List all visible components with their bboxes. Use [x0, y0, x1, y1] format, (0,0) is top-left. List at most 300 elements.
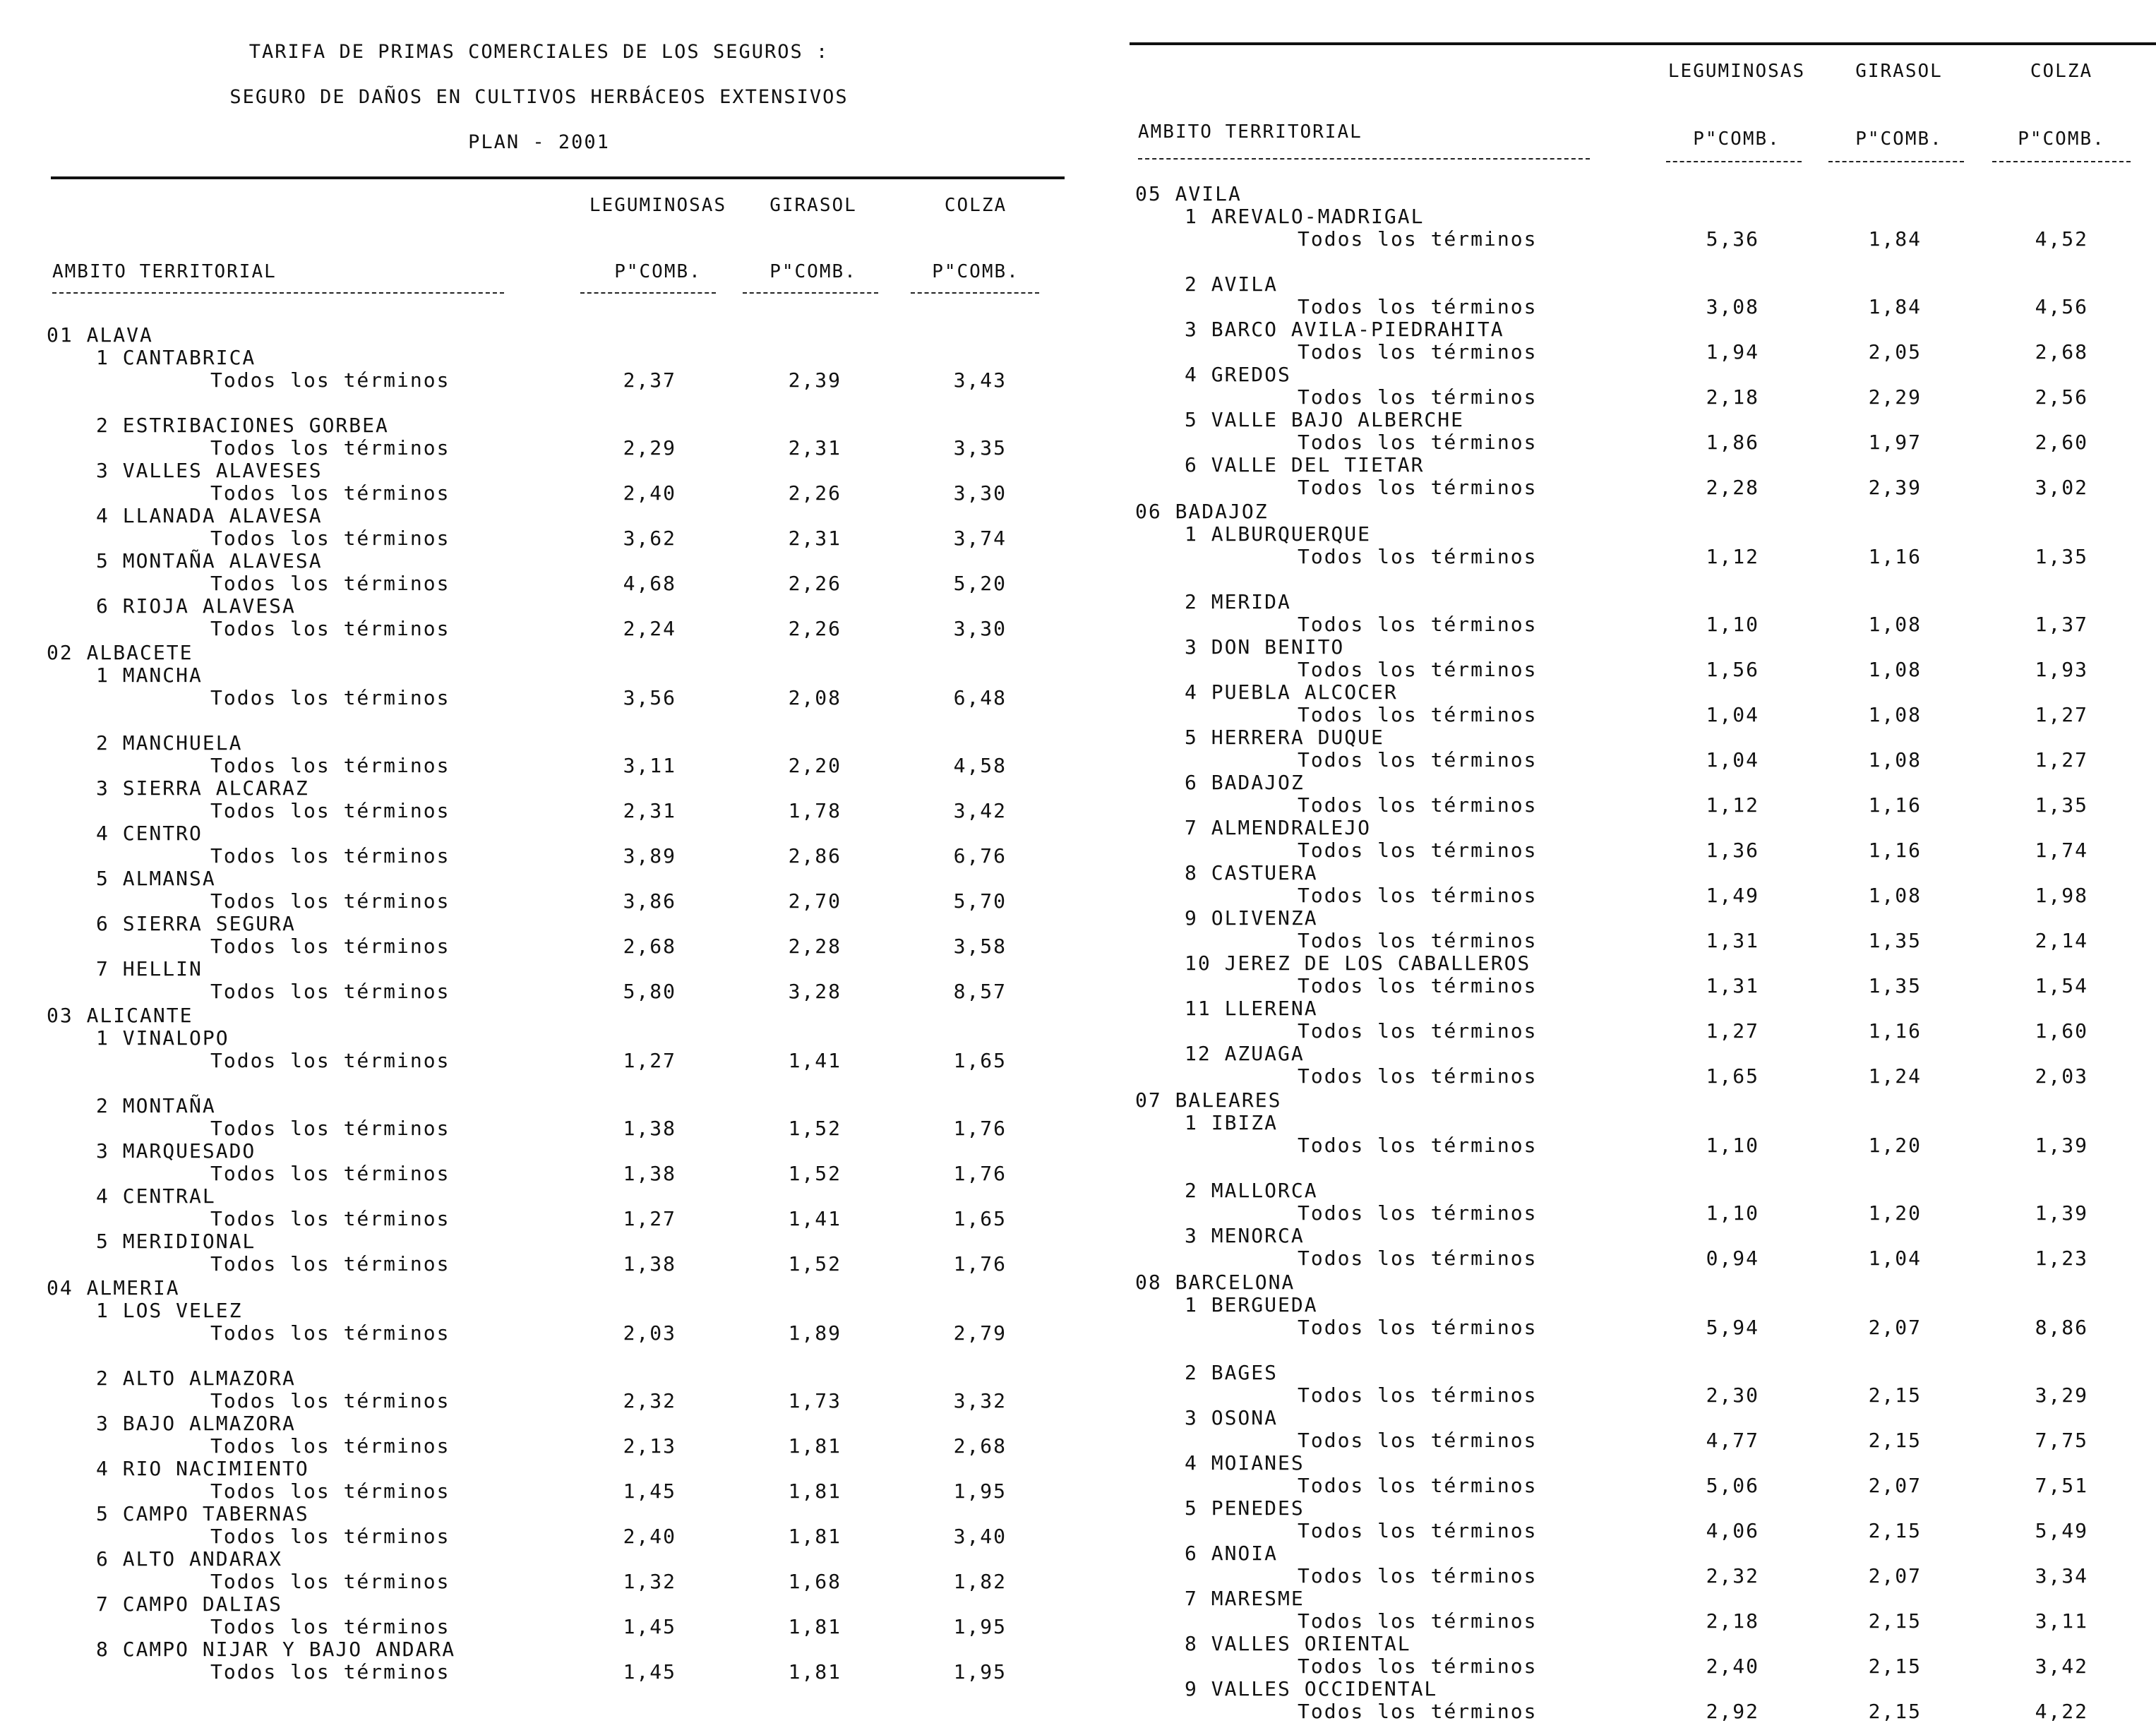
colza-value: 3,74	[953, 527, 1007, 550]
girasol-value: 1,24	[1868, 1064, 1922, 1088]
province-name: 06 BADAJOZ	[1135, 500, 1269, 523]
term-label: Todos los términos	[1298, 385, 1538, 409]
leguminosas-value: 2,18	[1706, 385, 1759, 409]
leguminosas-value: 2,13	[623, 1434, 676, 1458]
comarca-name: 9 OLIVENZA	[1185, 906, 1318, 930]
term-label: Todos los términos	[1298, 884, 1538, 907]
term-label: Todos los términos	[210, 436, 450, 460]
colza-value: 1,39	[2035, 1134, 2088, 1157]
term-label: Todos los términos	[1298, 613, 1538, 636]
leguminosas-value: 3,86	[623, 889, 676, 913]
comarca-name: 3 VALLES ALAVESES	[96, 459, 323, 482]
girasol-value: 2,86	[788, 844, 842, 867]
comarca-name: 1 LOS VELEZ	[96, 1299, 243, 1322]
comarca-name: 4 GREDOS	[1185, 363, 1291, 386]
colza-value: 1,23	[2035, 1247, 2088, 1270]
colza-value: 7,75	[2035, 1429, 2088, 1452]
leguminosas-value: 2,37	[623, 368, 676, 392]
comarca-name: 1 AREVALO-MADRIGAL	[1185, 205, 1425, 228]
term-label: Todos los términos	[210, 481, 450, 505]
colza-value: 4,58	[953, 754, 1007, 777]
girasol-value: 2,05	[1868, 340, 1922, 364]
province-name: 02 ALBACETE	[47, 641, 193, 664]
right-col-girasol-pcomb: P"COMB.	[1855, 128, 1943, 150]
term-label: Todos los términos	[1298, 295, 1538, 318]
right-ambito-territorial-header: AMBITO TERRITORIAL	[1138, 121, 1363, 143]
comarca-name: 10 JEREZ DE LOS CABALLEROS	[1185, 951, 1531, 975]
term-label: Todos los términos	[1298, 1564, 1538, 1587]
colza-value: 1,82	[953, 1570, 1007, 1593]
right-ambito-underline	[1138, 158, 1590, 160]
leguminosas-value: 2,32	[1706, 1564, 1759, 1587]
girasol-value: 2,20	[788, 754, 842, 777]
girasol-value: 2,28	[788, 935, 842, 958]
comarca-name: 2 MERIDA	[1185, 590, 1291, 613]
colza-value: 2,60	[2035, 431, 2088, 454]
term-label: Todos los términos	[210, 527, 450, 550]
comarca-name: 4 PUEBLA ALCOCER	[1185, 680, 1398, 704]
col-colza-pcomb: P"COMB.	[932, 261, 1019, 282]
colza-value: 8,57	[953, 980, 1007, 1003]
leg-underline	[580, 292, 716, 294]
leguminosas-value: 1,04	[1706, 748, 1759, 772]
term-label: Todos los términos	[210, 1252, 450, 1275]
term-label: Todos los términos	[210, 1434, 450, 1458]
leguminosas-value: 3,11	[623, 754, 676, 777]
colza-value: 3,34	[2035, 1564, 2088, 1587]
girasol-value: 2,70	[788, 889, 842, 913]
girasol-value: 2,26	[788, 572, 842, 595]
colza-value: 5,20	[953, 572, 1007, 595]
girasol-value: 2,31	[788, 527, 842, 550]
leguminosas-value: 2,28	[1706, 476, 1759, 499]
term-label: Todos los términos	[1298, 658, 1538, 681]
colza-value: 2,68	[2035, 340, 2088, 364]
comarca-name: 7 MARESME	[1185, 1587, 1305, 1610]
leguminosas-value: 3,08	[1706, 295, 1759, 318]
colza-value: 1,95	[953, 1479, 1007, 1503]
colza-value: 3,32	[953, 1389, 1007, 1412]
leguminosas-value: 2,92	[1706, 1700, 1759, 1723]
comarca-name: 5 HERRERA DUQUE	[1185, 726, 1384, 749]
girasol-value: 1,68	[788, 1570, 842, 1593]
title-line-1: TARIFA DE PRIMAS COMERCIALES DE LOS SEGUROS :	[248, 41, 830, 63]
leguminosas-value: 1,56	[1706, 658, 1759, 681]
term-label: Todos los términos	[1298, 1519, 1538, 1542]
leguminosas-value: 1,65	[1706, 1064, 1759, 1088]
comarca-name: 8 VALLES ORIENTAL	[1185, 1632, 1411, 1655]
girasol-value: 1,16	[1868, 545, 1922, 568]
comarca-name: 6 ANOIA	[1185, 1542, 1278, 1565]
province-name: 01 ALAVA	[47, 323, 153, 347]
term-label: Todos los términos	[210, 686, 450, 709]
comarca-name: 7 HELLIN	[96, 957, 203, 980]
right-col-underline	[1992, 161, 2131, 162]
girasol-value: 2,26	[788, 481, 842, 505]
colza-value: 2,79	[953, 1321, 1007, 1345]
leguminosas-value: 1,36	[1706, 839, 1759, 862]
comarca-name: 2 MONTAÑA	[96, 1094, 216, 1117]
comarca-name: 2 MANCHUELA	[96, 731, 243, 755]
girasol-value: 3,28	[788, 980, 842, 1003]
colza-value: 6,48	[953, 686, 1007, 709]
comarca-name: 5 PENEDES	[1185, 1496, 1305, 1520]
leguminosas-value: 5,06	[1706, 1474, 1759, 1497]
leguminosas-value: 1,10	[1706, 1134, 1759, 1157]
leguminosas-value: 5,80	[623, 980, 676, 1003]
colza-value: 1,39	[2035, 1201, 2088, 1225]
term-label: Todos los términos	[210, 1389, 450, 1412]
term-label: Todos los términos	[1298, 545, 1538, 568]
title-line-3: PLAN - 2001	[468, 131, 610, 153]
girasol-value: 1,52	[788, 1252, 842, 1275]
leguminosas-value: 3,89	[623, 844, 676, 867]
comarca-name: 5 VALLE BAJO ALBERCHE	[1185, 408, 1465, 431]
term-label: Todos los términos	[1298, 974, 1538, 997]
term-label: Todos los términos	[210, 1117, 450, 1140]
term-label: Todos los términos	[1298, 476, 1538, 499]
leguminosas-value: 1,27	[623, 1049, 676, 1072]
term-label: Todos los términos	[1298, 1019, 1538, 1043]
leguminosas-value: 2,40	[623, 481, 676, 505]
term-label: Todos los términos	[1298, 431, 1538, 454]
comarca-name: 6 VALLE DEL TIETAR	[1185, 453, 1425, 476]
colza-value: 3,42	[953, 799, 1007, 822]
colza-value: 4,22	[2035, 1700, 2088, 1723]
girasol-value: 2,31	[788, 436, 842, 460]
comarca-name: 3 MARQUESADO	[96, 1139, 256, 1163]
girasol-value: 1,81	[788, 1660, 842, 1683]
colza-value: 1,27	[2035, 748, 2088, 772]
right-col-colza: COLZA	[2030, 61, 2093, 82]
leguminosas-value: 3,56	[623, 686, 676, 709]
comarca-name: 2 AVILA	[1185, 272, 1278, 296]
colza-value: 3,40	[953, 1525, 1007, 1548]
girasol-value: 1,81	[788, 1615, 842, 1638]
province-name: 03 ALICANTE	[47, 1004, 193, 1027]
girasol-value: 2,15	[1868, 1519, 1922, 1542]
header-rule	[51, 176, 1065, 179]
province-name: 07 BALEARES	[1135, 1088, 1282, 1112]
colza-value: 3,35	[953, 436, 1007, 460]
term-label: Todos los términos	[210, 889, 450, 913]
colza-value: 1,35	[2035, 793, 2088, 817]
girasol-value: 2,26	[788, 617, 842, 640]
colza-value: 1,95	[953, 1660, 1007, 1683]
colza-value: 7,51	[2035, 1474, 2088, 1497]
col-girasol-pcomb: P"COMB.	[769, 261, 857, 282]
comarca-name: 1 VINALOPO	[96, 1026, 229, 1050]
colza-value: 1,76	[953, 1162, 1007, 1185]
colza-value: 1,95	[953, 1615, 1007, 1638]
leguminosas-value: 0,94	[1706, 1247, 1759, 1270]
term-label: Todos los términos	[210, 980, 450, 1003]
leguminosas-value: 1,45	[623, 1660, 676, 1683]
colza-value: 3,58	[953, 935, 1007, 958]
term-label: Todos los términos	[210, 1660, 450, 1683]
girasol-value: 1,35	[1868, 929, 1922, 952]
leguminosas-value: 1,45	[623, 1479, 676, 1503]
girasol-value: 1,84	[1868, 295, 1922, 318]
leguminosas-value: 1,27	[1706, 1019, 1759, 1043]
term-label: Todos los términos	[1298, 1383, 1538, 1407]
right-page	[1101, 0, 2156, 1723]
right-col-colza-pcomb: P"COMB.	[2018, 128, 2105, 150]
comarca-name: 4 MOIANES	[1185, 1451, 1305, 1475]
gir-underline	[743, 292, 878, 294]
term-label: Todos los términos	[1298, 1655, 1538, 1678]
col-leguminosas: LEGUMINOSAS	[589, 195, 727, 216]
girasol-value: 2,15	[1868, 1383, 1922, 1407]
comarca-name: 1 BERGUEDA	[1185, 1293, 1318, 1316]
comarca-name: 5 CAMPO TABERNAS	[96, 1502, 309, 1525]
leguminosas-value: 4,77	[1706, 1429, 1759, 1452]
term-label: Todos los términos	[1298, 1474, 1538, 1497]
colza-value: 1,93	[2035, 658, 2088, 681]
colza-value: 1,65	[953, 1207, 1007, 1230]
term-label: Todos los términos	[1298, 703, 1538, 726]
term-label: Todos los términos	[210, 1321, 450, 1345]
right-col-leguminosas-pcomb: P"COMB.	[1693, 128, 1780, 150]
girasol-value: 1,78	[788, 799, 842, 822]
comarca-name: 1 ALBURQUERQUE	[1185, 522, 1372, 546]
girasol-value: 2,15	[1868, 1655, 1922, 1678]
girasol-value: 1,08	[1868, 703, 1922, 726]
comarca-name: 5 MONTAÑA ALAVESA	[96, 549, 323, 572]
leguminosas-value: 2,03	[623, 1321, 676, 1345]
term-label: Todos los términos	[210, 844, 450, 867]
term-label: Todos los términos	[1298, 1201, 1538, 1225]
girasol-value: 1,08	[1868, 748, 1922, 772]
comarca-name: 4 CENTRO	[96, 822, 203, 845]
comarca-name: 9 VALLES OCCIDENTAL	[1185, 1677, 1438, 1700]
colza-value: 3,30	[953, 617, 1007, 640]
right-gir-underline	[1828, 161, 1964, 162]
term-label: Todos los términos	[1298, 793, 1538, 817]
term-label: Todos los términos	[210, 1162, 450, 1185]
colza-value: 3,11	[2035, 1609, 2088, 1633]
girasol-value: 1,08	[1868, 613, 1922, 636]
term-label: Todos los términos	[1298, 1134, 1538, 1157]
leguminosas-value: 4,06	[1706, 1519, 1759, 1542]
comarca-name: 2 MALLORCA	[1185, 1179, 1318, 1202]
term-label: Todos los términos	[1298, 1064, 1538, 1088]
colza-value: 4,52	[2035, 227, 2088, 251]
girasol-value: 1,20	[1868, 1134, 1922, 1157]
title-line-2: SEGURO DE DAÑOS EN CULTIVOS HERBÁCEOS EXTENSIVOS	[229, 86, 849, 108]
ambito-underline	[52, 292, 504, 294]
province-name: 05 AVILA	[1135, 182, 1242, 205]
girasol-value: 1,73	[788, 1389, 842, 1412]
leguminosas-value: 1,31	[1706, 929, 1759, 952]
term-label: Todos los términos	[1298, 1429, 1538, 1452]
colza-value: 2,03	[2035, 1064, 2088, 1088]
girasol-value: 1,35	[1868, 974, 1922, 997]
term-label: Todos los términos	[210, 754, 450, 777]
comarca-name: 2 ALTO ALMAZORA	[96, 1367, 296, 1390]
leguminosas-value: 1,45	[623, 1615, 676, 1638]
term-label: Todos los términos	[210, 935, 450, 958]
girasol-value: 1,52	[788, 1162, 842, 1185]
colza-value: 1,27	[2035, 703, 2088, 726]
col-colza: COLZA	[944, 195, 1007, 216]
leguminosas-value: 1,38	[623, 1162, 676, 1185]
term-label: Todos los términos	[210, 799, 450, 822]
col-girasol: GIRASOL	[769, 195, 857, 216]
ambito-territorial-header: AMBITO TERRITORIAL	[52, 261, 277, 282]
colza-value: 6,76	[953, 844, 1007, 867]
comarca-name: 7 ALMENDRALEJO	[1185, 816, 1372, 839]
leguminosas-value: 1,86	[1706, 431, 1759, 454]
right-leg-underline	[1666, 161, 1802, 162]
leguminosas-value: 1,31	[1706, 974, 1759, 997]
leguminosas-value: 1,12	[1706, 793, 1759, 817]
comarca-name: 3 BARCO AVILA-PIEDRAHITA	[1185, 318, 1504, 341]
girasol-value: 2,07	[1868, 1316, 1922, 1339]
term-label: Todos los términos	[210, 572, 450, 595]
girasol-value: 1,81	[788, 1479, 842, 1503]
leguminosas-value: 1,38	[623, 1252, 676, 1275]
colza-value: 3,30	[953, 481, 1007, 505]
term-label: Todos los términos	[1298, 1316, 1538, 1339]
girasol-value: 2,29	[1868, 385, 1922, 409]
term-label: Todos los términos	[210, 1615, 450, 1638]
leguminosas-value: 2,40	[623, 1525, 676, 1548]
term-label: Todos los términos	[1298, 227, 1538, 251]
colza-value: 1,35	[2035, 545, 2088, 568]
leguminosas-value: 1,10	[1706, 1201, 1759, 1225]
girasol-value: 1,41	[788, 1207, 842, 1230]
comarca-name: 2 BAGES	[1185, 1361, 1278, 1384]
girasol-value: 2,07	[1868, 1564, 1922, 1587]
leguminosas-value: 2,30	[1706, 1383, 1759, 1407]
comarca-name: 1 CANTABRICA	[96, 346, 256, 369]
term-label: Todos los términos	[210, 1049, 450, 1072]
comarca-name: 1 IBIZA	[1185, 1111, 1278, 1134]
term-label: Todos los términos	[210, 368, 450, 392]
colza-value: 5,70	[953, 889, 1007, 913]
term-label: Todos los términos	[210, 617, 450, 640]
colza-value: 1,98	[2035, 884, 2088, 907]
girasol-value: 2,15	[1868, 1429, 1922, 1452]
comarca-name: 8 CAMPO NIJAR Y BAJO ANDARA	[96, 1638, 456, 1661]
colza-value: 1,65	[953, 1049, 1007, 1072]
colza-value: 2,56	[2035, 385, 2088, 409]
colza-value: 2,14	[2035, 929, 2088, 952]
colza-value: 3,02	[2035, 476, 2088, 499]
colza-value: 5,49	[2035, 1519, 2088, 1542]
comarca-name: 3 MENORCA	[1185, 1224, 1305, 1247]
colza-value: 1,60	[2035, 1019, 2088, 1043]
leguminosas-value: 2,18	[1706, 1609, 1759, 1633]
right-header-rule	[1130, 42, 2156, 45]
colza-value: 1,76	[953, 1117, 1007, 1140]
comarca-name: 4 LLANADA ALAVESA	[96, 504, 323, 527]
comarca-name: 3 SIERRA ALCARAZ	[96, 776, 309, 800]
comarca-name: 6 BADAJOZ	[1185, 771, 1305, 794]
leguminosas-value: 1,12	[1706, 545, 1759, 568]
girasol-value: 2,07	[1868, 1474, 1922, 1497]
girasol-value: 1,84	[1868, 227, 1922, 251]
girasol-value: 1,16	[1868, 839, 1922, 862]
term-label: Todos los términos	[210, 1570, 450, 1593]
term-label: Todos los términos	[210, 1479, 450, 1503]
girasol-value: 2,39	[1868, 476, 1922, 499]
leguminosas-value: 4,68	[623, 572, 676, 595]
girasol-value: 1,08	[1868, 884, 1922, 907]
girasol-value: 1,04	[1868, 1247, 1922, 1270]
comarca-name: 4 RIO NACIMIENTO	[96, 1457, 309, 1480]
province-name: 08 BARCELONA	[1135, 1271, 1295, 1294]
girasol-value: 1,41	[788, 1049, 842, 1072]
comarca-name: 3 DON BENITO	[1185, 635, 1345, 659]
right-col-girasol: GIRASOL	[1855, 61, 1943, 82]
term-label: Todos los términos	[1298, 340, 1538, 364]
girasol-value: 2,15	[1868, 1700, 1922, 1723]
term-label: Todos los términos	[210, 1207, 450, 1230]
girasol-value: 2,39	[788, 368, 842, 392]
term-label: Todos los términos	[1298, 929, 1538, 952]
colza-value: 1,37	[2035, 613, 2088, 636]
leguminosas-value: 2,40	[1706, 1655, 1759, 1678]
comarca-name: 3 BAJO ALMAZORA	[96, 1412, 296, 1435]
girasol-value: 1,89	[788, 1321, 842, 1345]
girasol-value: 2,08	[788, 686, 842, 709]
leguminosas-value: 1,10	[1706, 613, 1759, 636]
girasol-value: 1,08	[1868, 658, 1922, 681]
girasol-value: 2,15	[1868, 1609, 1922, 1633]
girasol-value: 1,97	[1868, 431, 1922, 454]
col-leguminosas-pcomb: P"COMB.	[614, 261, 702, 282]
leguminosas-value: 1,38	[623, 1117, 676, 1140]
colza-value: 3,42	[2035, 1655, 2088, 1678]
term-label: Todos los términos	[210, 1525, 450, 1548]
colza-value: 1,76	[953, 1252, 1007, 1275]
term-label: Todos los términos	[1298, 748, 1538, 772]
leguminosas-value: 5,36	[1706, 227, 1759, 251]
girasol-value: 1,52	[788, 1117, 842, 1140]
leguminosas-value: 2,68	[623, 935, 676, 958]
comarca-name: 4 CENTRAL	[96, 1184, 216, 1208]
comarca-name: 5 ALMANSA	[96, 867, 216, 890]
term-label: Todos los términos	[1298, 1609, 1538, 1633]
girasol-value: 1,20	[1868, 1201, 1922, 1225]
leguminosas-value: 3,62	[623, 527, 676, 550]
comarca-name: 11 LLERENA	[1185, 997, 1318, 1020]
leguminosas-value: 2,31	[623, 799, 676, 822]
colza-value: 3,43	[953, 368, 1007, 392]
comarca-name: 8 CASTUERA	[1185, 861, 1318, 884]
colza-value: 1,74	[2035, 839, 2088, 862]
comarca-name: 6 RIOJA ALAVESA	[96, 594, 296, 618]
girasol-value: 1,81	[788, 1525, 842, 1548]
girasol-value: 1,81	[788, 1434, 842, 1458]
colza-value: 1,54	[2035, 974, 2088, 997]
leguminosas-value: 1,04	[1706, 703, 1759, 726]
comarca-name: 12 AZUAGA	[1185, 1042, 1305, 1065]
colza-value: 8,86	[2035, 1316, 2088, 1339]
comarca-name: 3 OSONA	[1185, 1406, 1278, 1429]
comarca-name: 1 MANCHA	[96, 664, 203, 687]
comarca-name: 5 MERIDIONAL	[96, 1230, 256, 1253]
leguminosas-value: 1,32	[623, 1570, 676, 1593]
comarca-name: 6 SIERRA SEGURA	[96, 912, 296, 935]
left-page	[0, 0, 1078, 1699]
comarca-name: 6 ALTO ANDARAX	[96, 1547, 283, 1571]
girasol-value: 1,16	[1868, 1019, 1922, 1043]
comarca-name: 7 CAMPO DALIAS	[96, 1592, 283, 1616]
colza-value: 4,56	[2035, 295, 2088, 318]
